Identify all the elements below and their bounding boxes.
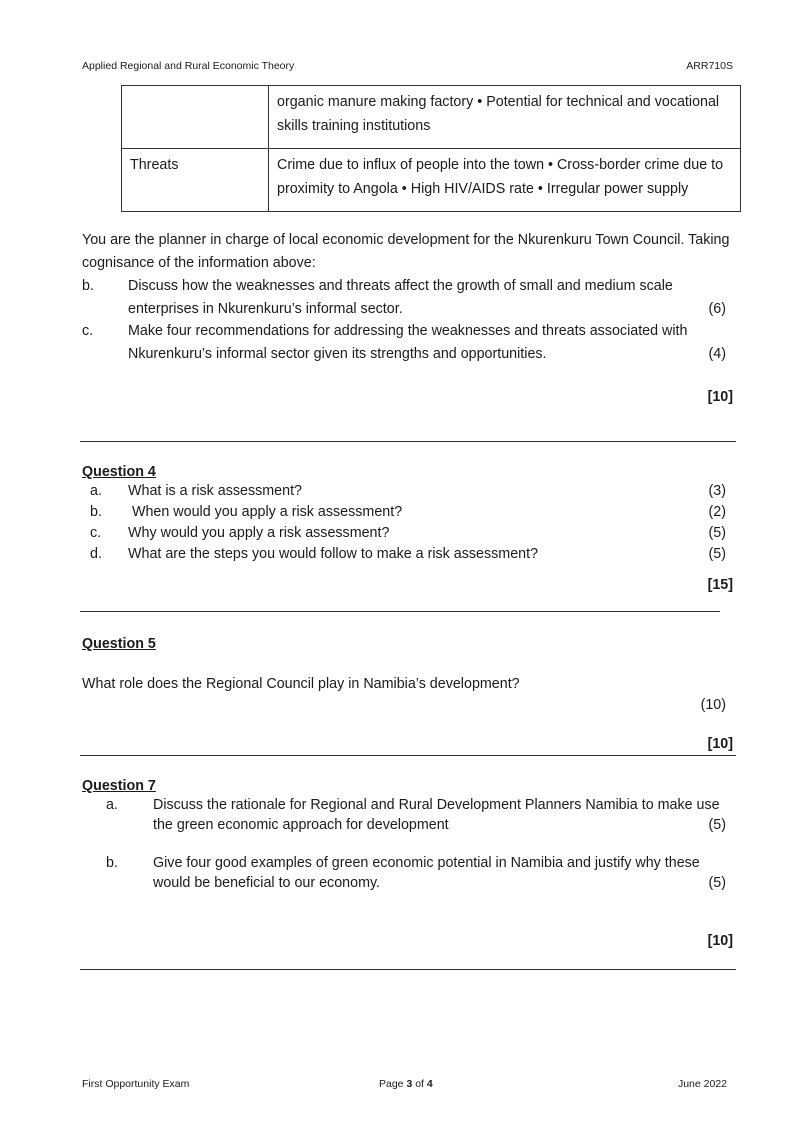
table-cell-label xyxy=(122,86,269,149)
table-cell-content: organic manure making factory • Potential for technical and vocational skills training institutions xyxy=(269,86,741,149)
question-total: [15] xyxy=(707,577,733,593)
divider xyxy=(80,611,720,612)
item-marks: (5) xyxy=(708,546,726,562)
swot-table xyxy=(121,85,741,212)
item-text: Make four recommendations for addressing the weaknesses and threats associated with xyxy=(128,323,688,339)
question-text: What role does the Regional Council play in Namibia’s development? xyxy=(82,676,520,692)
divider xyxy=(80,969,736,970)
item-marks: (5) xyxy=(708,875,726,891)
question-total: [10] xyxy=(707,736,733,752)
item-letter: c. xyxy=(90,525,102,541)
question-total: [10] xyxy=(707,389,733,405)
table-row xyxy=(122,86,741,149)
item-text: Discuss the rationale for Regional and Rural Development Planners Namibia to make use xyxy=(153,797,720,813)
page-of: of xyxy=(412,1078,427,1090)
footer-date: June 2022 xyxy=(677,1078,727,1090)
table-cell-label: Threats xyxy=(122,149,269,212)
item-text: When would you apply a risk assessment? xyxy=(128,504,403,520)
item-letter: b. xyxy=(106,855,118,871)
item-marks: (5) xyxy=(708,817,726,833)
item-letter: b. xyxy=(82,278,94,294)
table-row xyxy=(122,149,741,212)
question-title: Question 5 xyxy=(82,636,156,652)
item-letter: a. xyxy=(90,483,102,499)
item-text: the green economic approach for development xyxy=(153,817,449,833)
item-text: What is a risk assessment? xyxy=(128,483,302,499)
current-page: 3 xyxy=(406,1078,413,1090)
footer-page-number xyxy=(379,1078,433,1090)
item-letter: d. xyxy=(90,546,102,562)
item-marks: (4) xyxy=(708,346,726,362)
item-marks: (5) xyxy=(708,525,726,541)
item-text: would be beneficial to our economy. xyxy=(153,875,381,891)
item-text: Give four good examples of green economic potential in Namibia and justify why these xyxy=(153,855,700,871)
item-letter: a. xyxy=(106,797,118,813)
item-letter: c. xyxy=(82,323,94,339)
table-cell-content: Crime due to influx of people into the town • Cross-border crime due to proximity to Angola • High HIV/AIDS rate • Irregular power supply xyxy=(269,149,741,212)
item-text: Discuss how the weaknesses and threats affect the growth of small and medium scale xyxy=(128,278,673,294)
question-title: Question 7 xyxy=(82,778,156,794)
item-text: Why would you apply a risk assessment? xyxy=(128,525,390,541)
course-code: ARR710S xyxy=(686,60,733,72)
total-pages: 4 xyxy=(426,1078,433,1090)
divider xyxy=(80,441,736,442)
item-letter: b. xyxy=(90,504,102,520)
item-marks: (3) xyxy=(708,483,726,499)
item-marks: (6) xyxy=(708,301,726,317)
question-total: [10] xyxy=(707,933,733,949)
item-text: enterprises in Nkurenkuru’s informal sector. xyxy=(128,301,403,317)
item-marks: (2) xyxy=(708,504,726,520)
question-title: Question 4 xyxy=(82,464,156,480)
footer-exam: First Opportunity Exam xyxy=(82,1078,190,1090)
item-text: Nkurenkuru’s informal sector given its strengths and opportunities. xyxy=(128,346,547,362)
course-title: Applied Regional and Rural Economic Theory xyxy=(82,60,295,72)
item-text: What are the steps you would follow to make a risk assessment? xyxy=(128,546,539,562)
item-marks: (10) xyxy=(700,697,726,713)
page-label: Page xyxy=(379,1078,407,1090)
question3-intro: You are the planner in charge of local economic development for the Nkurenkuru Town Council. Taking cognisance of the information above: xyxy=(82,232,730,271)
divider xyxy=(80,755,736,756)
